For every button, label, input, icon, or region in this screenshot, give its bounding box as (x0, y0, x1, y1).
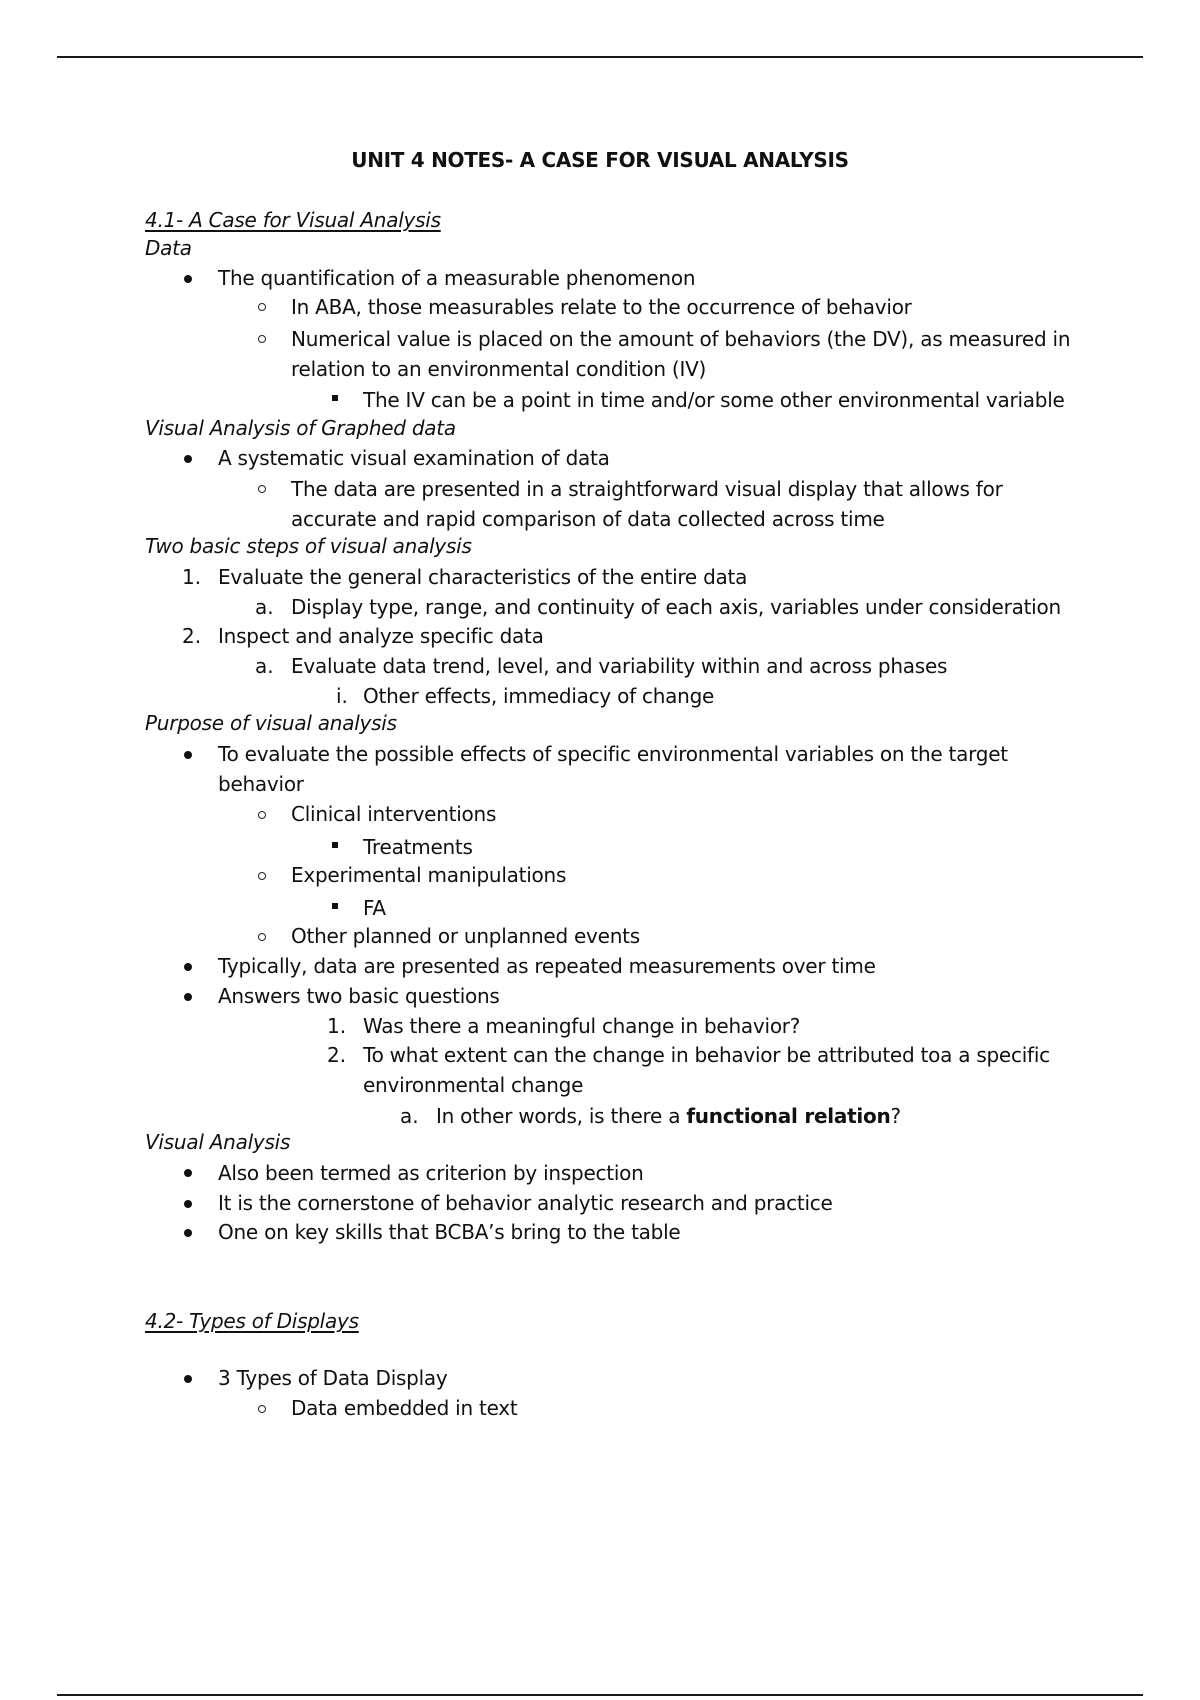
square-bullet-icon (332, 395, 338, 401)
list-item (436, 1102, 901, 1130)
list-item-continuation: behavior (218, 772, 304, 796)
list-letter: a. (255, 595, 274, 619)
bullet-icon (184, 275, 192, 283)
list-item: Data embedded in text (291, 1396, 518, 1420)
list-item: Numerical value is placed on the amount of behaviors (the DV), as measured in (291, 327, 1071, 351)
list-item: Evaluate the general characteristics of the entire data (218, 565, 748, 589)
bold-term: functional relation (686, 1104, 891, 1128)
list-item: The data are presented in a straightforward visual display that allows for (291, 477, 1003, 501)
list-item: To evaluate the possible effects of specific environmental variables on the target (218, 742, 1008, 766)
list-item: Was there a meaningful change in behavior? (363, 1014, 801, 1038)
list-roman: i. (336, 684, 348, 708)
circle-bullet-icon (258, 303, 266, 311)
bottom-rule (57, 1694, 1143, 1696)
circle-bullet-icon (258, 872, 266, 880)
bullet-icon (184, 1200, 192, 1208)
subheading-purpose: Purpose of visual analysis (145, 711, 397, 735)
section-heading-4-2: 4.2- Types of Displays (145, 1309, 359, 1333)
list-item: Typically, data are presented as repeated measurements over time (218, 954, 876, 978)
bullet-icon (184, 993, 192, 1001)
list-item: Treatments (363, 835, 473, 859)
top-rule (57, 56, 1143, 58)
list-letter: a. (400, 1104, 419, 1128)
circle-bullet-icon (258, 485, 266, 493)
list-item: Experimental manipulations (291, 863, 567, 887)
circle-bullet-icon (258, 933, 266, 941)
list-item: A systematic visual examination of data (218, 446, 610, 470)
list-number: 2. (182, 624, 202, 648)
circle-bullet-icon (258, 811, 266, 819)
subheading-data: Data (145, 236, 192, 260)
list-item: The quantification of a measurable phenomenon (218, 266, 696, 290)
list-item: It is the cornerstone of behavior analytic research and practice (218, 1191, 833, 1215)
list-item: To what extent can the change in behavior be attributed toa a specific (363, 1043, 1050, 1067)
list-item: Evaluate data trend, level, and variability within and across phases (291, 654, 948, 678)
list-item: Answers two basic questions (218, 984, 500, 1008)
list-number: 1. (182, 565, 202, 589)
list-item: One on key skills that BCBA’s bring to the table (218, 1220, 681, 1244)
bullet-icon (184, 963, 192, 971)
list-item: FA (363, 896, 386, 920)
list-item: Clinical interventions (291, 802, 497, 826)
bullet-icon (184, 751, 192, 759)
section-heading-4-1: 4.1- A Case for Visual Analysis (145, 208, 441, 232)
bullet-icon (184, 1169, 192, 1177)
circle-bullet-icon (258, 1405, 266, 1413)
text-segment: ? (890, 1104, 901, 1128)
subheading-visual-analysis: Visual Analysis (145, 1130, 291, 1154)
bullet-icon (184, 1229, 192, 1237)
list-item-continuation: accurate and rapid comparison of data collected across time (291, 507, 885, 531)
list-item: Display type, range, and continuity of each axis, variables under consideration (291, 595, 1061, 619)
bullet-icon (184, 455, 192, 463)
list-item: Also been termed as criterion by inspection (218, 1161, 644, 1185)
list-item: Other effects, immediacy of change (363, 684, 715, 708)
list-letter: a. (255, 654, 274, 678)
list-item: Other planned or unplanned events (291, 924, 640, 948)
list-item-continuation: relation to an environmental condition (IV) (291, 357, 707, 381)
page-title: UNIT 4 NOTES- A CASE FOR VISUAL ANALYSIS (351, 148, 849, 172)
bullet-icon (184, 1375, 192, 1383)
list-item: 3 Types of Data Display (218, 1366, 448, 1390)
list-number: 1. (327, 1014, 347, 1038)
list-item: In ABA, those measurables relate to the occurrence of behavior (291, 295, 912, 319)
subheading-visual-analysis-graphed: Visual Analysis of Graphed data (145, 416, 456, 440)
list-item-continuation: environmental change (363, 1073, 584, 1097)
circle-bullet-icon (258, 335, 266, 343)
subheading-two-steps: Two basic steps of visual analysis (145, 534, 472, 558)
list-item: The IV can be a point in time and/or some other environmental variable (363, 388, 1065, 412)
list-item: Inspect and analyze specific data (218, 624, 544, 648)
square-bullet-icon (332, 842, 338, 848)
list-number: 2. (327, 1043, 347, 1067)
square-bullet-icon (332, 903, 338, 909)
text-segment: In other words, is there a (436, 1104, 687, 1128)
